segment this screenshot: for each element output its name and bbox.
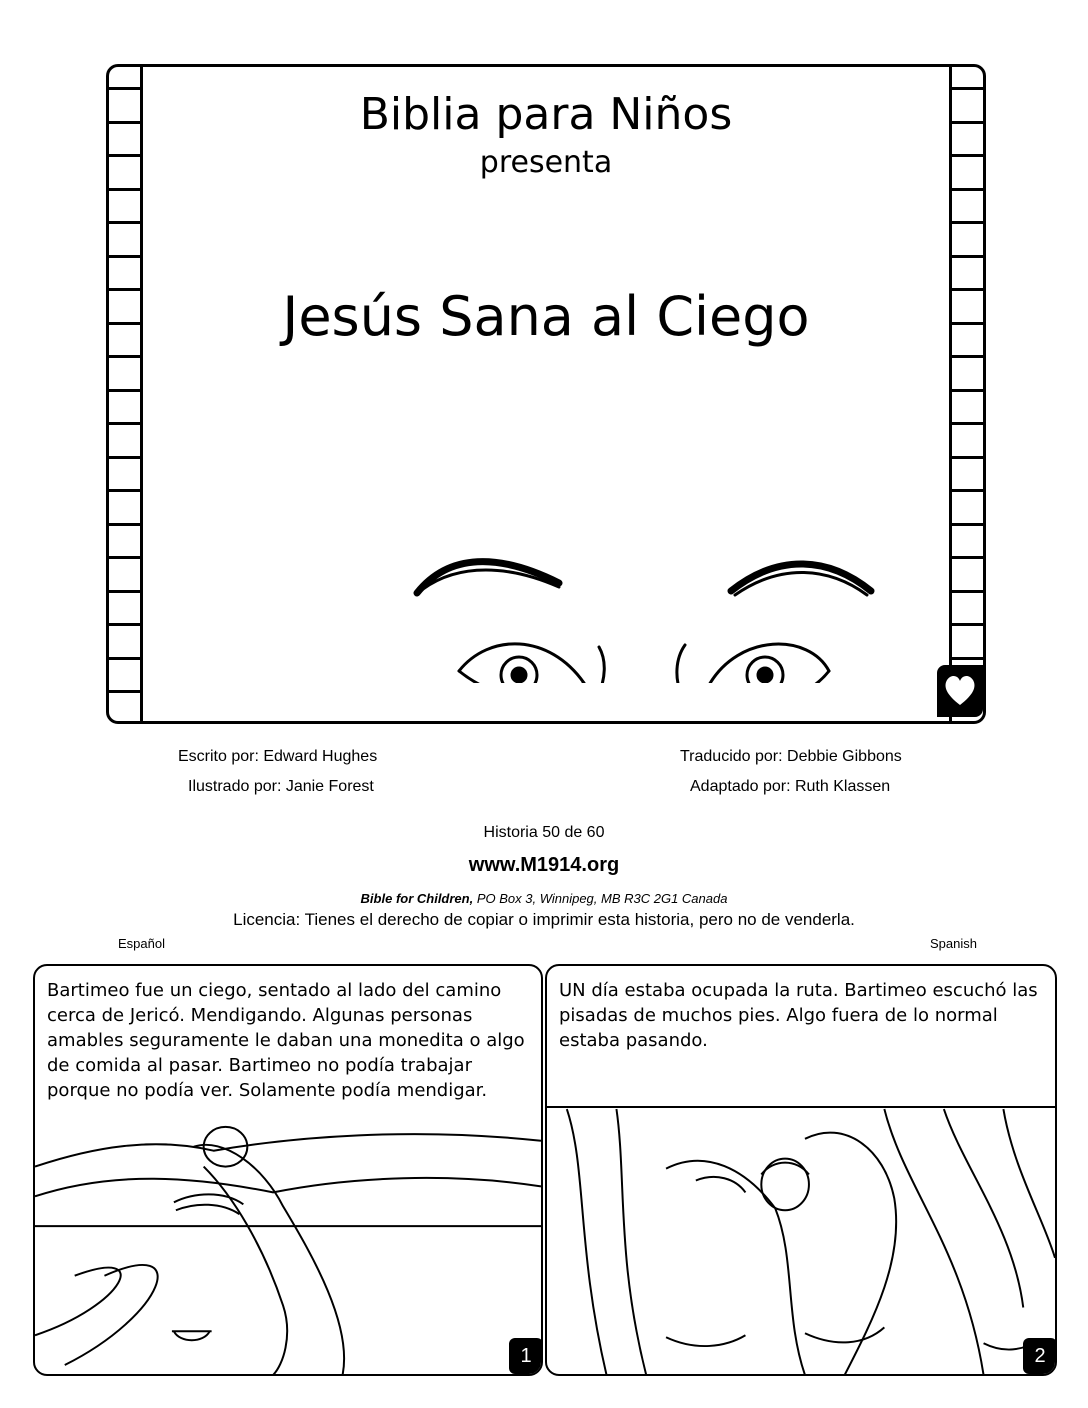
film-sprocket-line — [952, 556, 983, 559]
panel-2-number: 2 — [1023, 1338, 1057, 1374]
film-sprocket-line — [952, 590, 983, 593]
film-sprocket-line — [109, 523, 140, 526]
written-by: Escrito por: Edward Hughes — [178, 748, 378, 765]
film-sprocket-line — [952, 188, 983, 191]
film-sprocket-line — [952, 456, 983, 459]
panel-2-text: UN día estaba ocupada la ruta. Bartimeo escuchó las pisadas de muchos pies. Algo fuera de lo normal estaba pasando. — [559, 980, 1038, 1051]
film-sprocket-line — [109, 690, 140, 693]
film-sprocket-line — [109, 188, 140, 191]
film-sprocket-line — [109, 255, 140, 258]
film-sprocket-line — [109, 389, 140, 392]
translated-by: Traducido por: Debbie Gibbons — [680, 748, 902, 765]
film-sprocket-line — [952, 255, 983, 258]
story-panel-1 — [33, 964, 543, 1376]
film-sprocket-line — [952, 355, 983, 358]
film-sprocket-line — [952, 221, 983, 224]
adapted-by: Adaptado por: Ruth Klassen — [690, 778, 891, 795]
org-name: Bible for Children, — [360, 891, 474, 906]
film-sprocket-line — [109, 623, 140, 626]
panel-1-illustration — [35, 1106, 541, 1376]
mailing-address — [0, 891, 1088, 906]
film-sprocket-line — [109, 221, 140, 224]
film-sprocket-line — [952, 422, 983, 425]
film-sprocket-line — [109, 657, 140, 660]
film-sprocket-line — [109, 556, 140, 559]
panel-1-text: Bartimeo fue un ciego, sentado al lado del camino cerca de Jericó. Mendigando. Algunas personas amables seguramente le daban una monedita o algo de comida al pasar. Bartimeo no podía trabajar porque no podía ver. Solamente podía mendigar. — [47, 980, 525, 1101]
illustrated-by: Ilustrado por: Janie Forest — [188, 778, 374, 795]
heart-badge — [937, 665, 983, 717]
panel-2-illustration — [547, 1108, 1055, 1376]
license-notice: Licencia: Tienes el derecho de copiar o imprimir esta historia, pero no de venderla. — [233, 910, 855, 929]
film-sprocket-line — [952, 623, 983, 626]
series-title: Biblia para Niños — [359, 89, 733, 140]
website-link[interactable]: www.M1914.org — [468, 854, 620, 876]
story-number: Historia 50 de 60 — [483, 824, 605, 841]
film-sprocket-line — [952, 523, 983, 526]
presents-label: presenta — [479, 145, 613, 180]
film-sprocket-line — [109, 456, 140, 459]
film-sprocket-line — [109, 355, 140, 358]
panel-1-number: 1 — [509, 1338, 543, 1374]
film-sprocket-line — [952, 389, 983, 392]
language-label-right: Spanish — [930, 936, 977, 951]
film-sprocket-line — [109, 422, 140, 425]
film-sprocket-line — [109, 489, 140, 492]
cover-frame — [106, 64, 986, 724]
film-sprocket-line — [952, 489, 983, 492]
story-title: Jesús Sana al Ciego — [282, 285, 810, 348]
story-panel-2 — [545, 964, 1057, 1376]
film-sprocket-line — [952, 657, 983, 660]
heart-icon — [937, 665, 983, 717]
film-sprocket-line — [109, 590, 140, 593]
eyes-illustration — [409, 483, 879, 683]
language-label-left: Español — [118, 936, 165, 951]
address-rest: PO Box 3, Winnipeg, MB R3C 2G1 Canada — [473, 891, 728, 906]
